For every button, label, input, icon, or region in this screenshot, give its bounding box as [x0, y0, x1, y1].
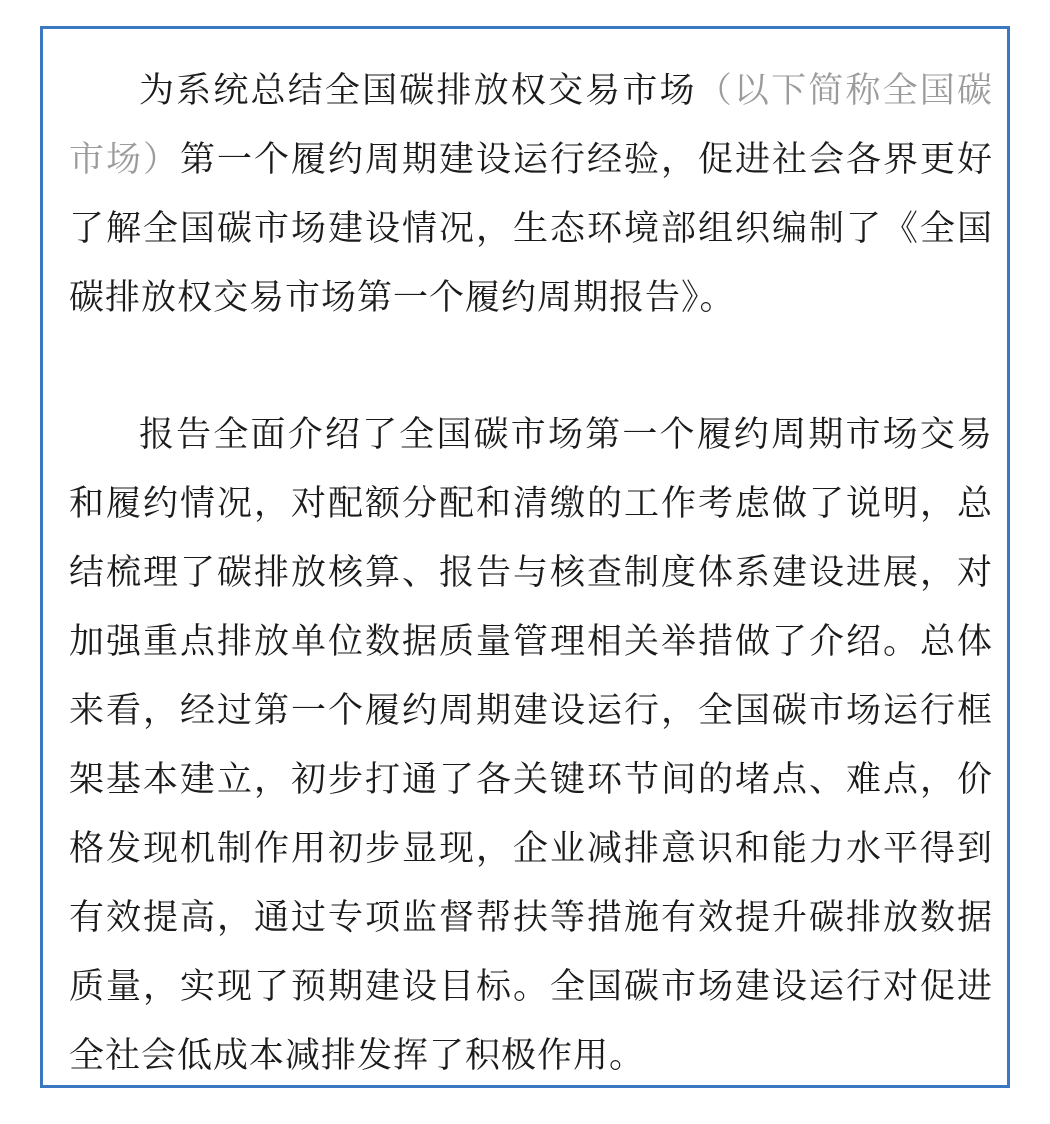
- paragraph-report-summary: 报告全面介绍了全国碳市场第一个履约周期市场交易和履约情况，对配额分配和清缴的工作考虑做了说明，总结梳理了碳排放核算、报告与核查制度体系建设进展，对加强重点排放单位数据质量管理相关举措做了介绍。总体来看，经过第一个履约周期建设运行，全国碳市场运行框架基本建立，初步打通了各关键环节间的堵点、难点，价格发现机制作用初步显现，企业减排意识和能力水平得到有效提高，通过专项监督帮扶等措施有效提升碳排放数据质量，实现了预期建设目标。全国碳市场建设运行对促进全社会低成本减排发挥了积极作用。: [69, 415, 993, 1076]
- intro-rest-text: 第一个履约周期建设运行经验，促进社会各界更好了解全国碳市场建设情况，生态环境部组织编制了《全国碳排放权交易市场第一个履约周期报告》。: [69, 140, 993, 318]
- intro-abbreviation-note: （以下简称全国碳市场）: [69, 71, 993, 180]
- intro-lead-text: 为系统总结全国碳排放权交易市场: [139, 71, 697, 111]
- article-body: [69, 57, 993, 1091]
- paragraph-intro: [69, 57, 993, 333]
- article-frame: [40, 26, 1010, 1088]
